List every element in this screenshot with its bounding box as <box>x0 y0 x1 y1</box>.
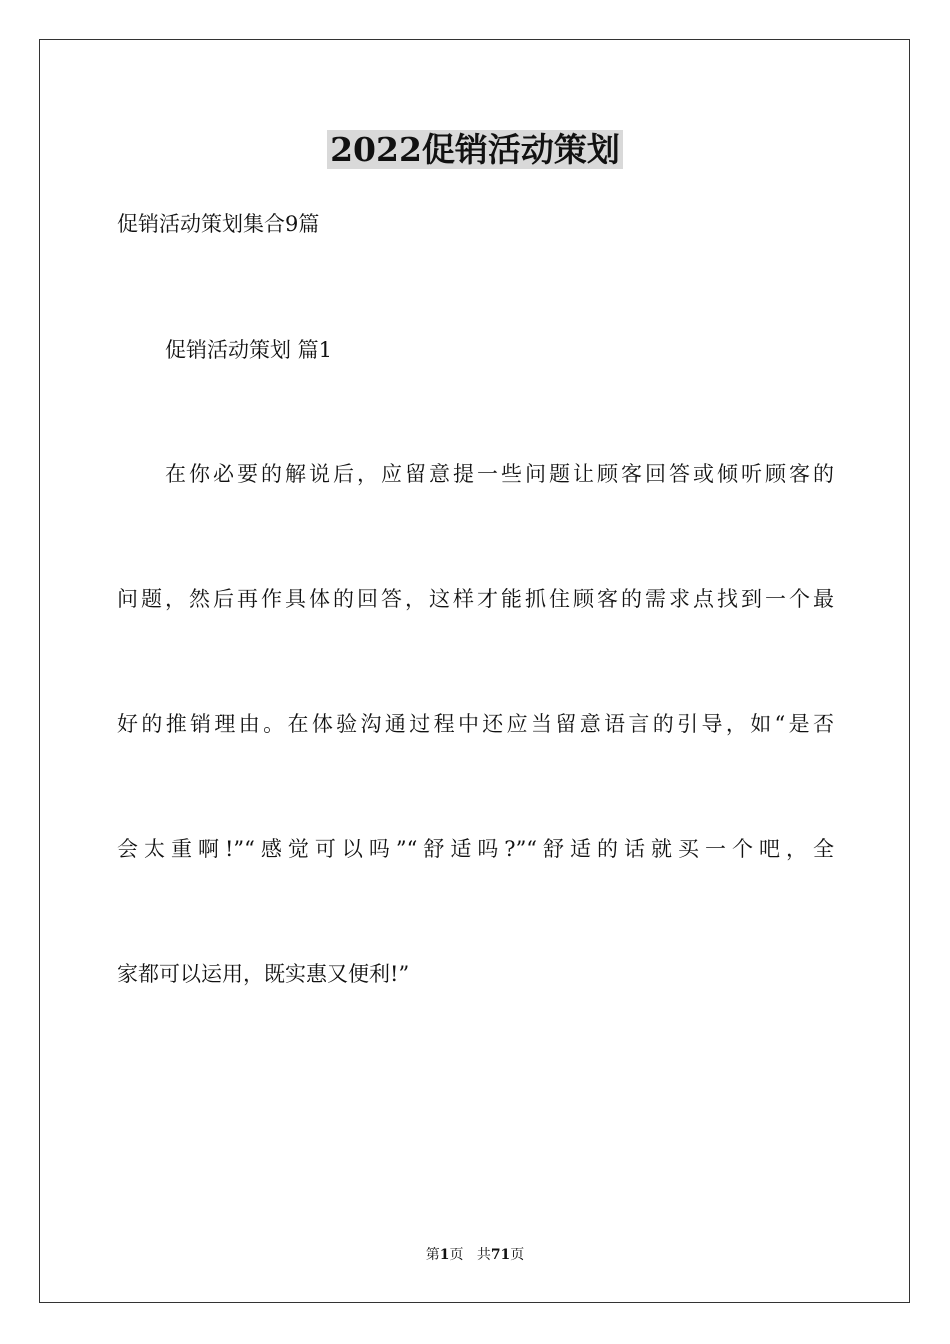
document-title <box>0 128 950 172</box>
footer-total-prefix: 共 <box>476 1247 491 1263</box>
paragraph-line: 会太重啊!”“感觉可以吗”“舒适吗?”“舒适的话就买一个吧，全 <box>117 837 834 861</box>
footer-prefix: 第 <box>425 1247 440 1263</box>
footer-total-pages: 71 <box>490 1247 511 1263</box>
footer-page-number: 1 <box>439 1247 450 1263</box>
page-footer <box>0 1245 950 1265</box>
footer-total-suffix: 页 <box>510 1247 525 1263</box>
document-title-text: 2022促销活动策划 <box>327 130 623 169</box>
document-subtitle: 促销活动策划集合9篇 <box>117 212 320 236</box>
paragraph-line: 在你必要的解说后，应留意提一些问题让顾客回答或倾听顾客的 <box>165 462 834 486</box>
footer-page-suffix: 页 <box>449 1247 464 1263</box>
paragraph-line: 问题，然后再作具体的回答，这样才能抓住顾客的需求点找到一个最 <box>117 587 834 611</box>
paragraph-line: 家都可以运用，既实惠又便利!” <box>117 962 410 986</box>
paragraph-line: 好的推销理由。在体验沟通过程中还应当留意语言的引导，如“是否 <box>117 712 834 736</box>
section-heading: 促销活动策划 篇1 <box>165 338 333 362</box>
